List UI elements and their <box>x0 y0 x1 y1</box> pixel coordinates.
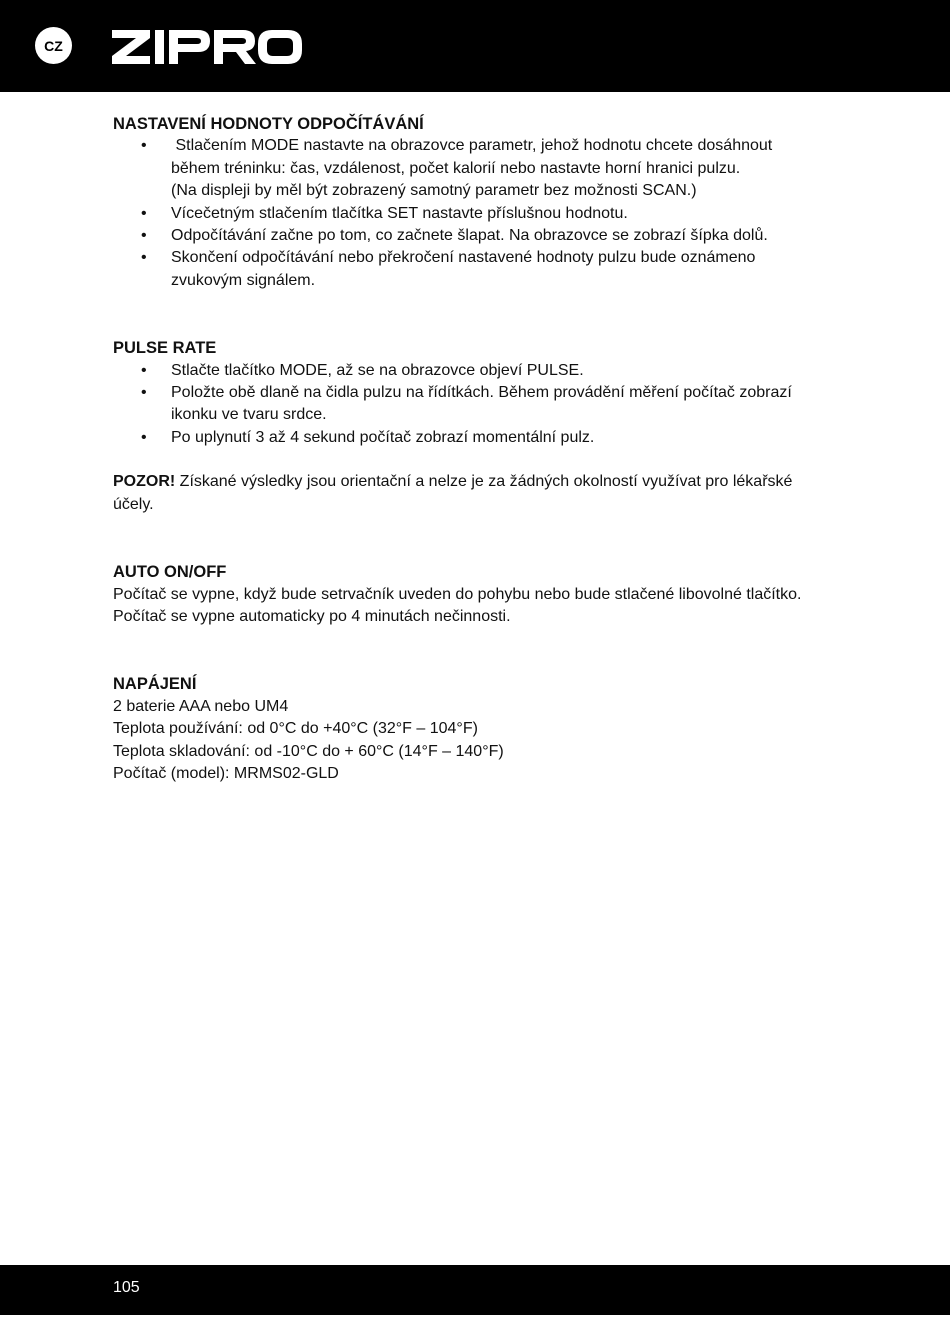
list-item-line: zvukovým signálem. <box>171 271 316 289</box>
list-item <box>113 135 833 202</box>
zipro-logo-mark <box>112 30 302 64</box>
list-item-line: během tréninku: čas, vzdálenost, počet kalorií nebo nastavte horní hranici pulzu. <box>171 159 741 177</box>
page-header <box>0 0 950 92</box>
warning-text: účely. <box>113 495 154 513</box>
paragraph-line: Teplota skladování: od -10°C do + 60°C (14°F – 140°F) <box>113 742 504 760</box>
list-item-line: (Na displeji by měl být zobrazený samotný parametr bez možnosti SCAN.) <box>171 182 697 200</box>
list-item-line: • Vícečetným stlačením tlačítka SET nastavte příslušnou hodnotu. <box>171 204 628 222</box>
section-title-auto: AUTO ON/OFF <box>113 563 227 582</box>
list-item-line: ikonku ve tvaru srdce. <box>171 406 327 424</box>
paragraph-line: Počítač se vypne, když bude setrvačník uveden do pohybu nebo bude stlačené libovolné tlačítko. <box>113 585 802 603</box>
section-title-pulse: PULSE RATE <box>113 339 217 358</box>
warning-text: Získané výsledky jsou orientační a nelze je za žádných okolností využívat pro lékařské <box>175 473 793 491</box>
list-item-line: • Položte obě dlaně na čidla pulzu na řídítkách. Během provádění měření počítač zobrazí <box>171 384 792 402</box>
paragraph-line: Počítač (model): MRMS02-GLD <box>113 764 339 782</box>
list-item <box>113 360 833 382</box>
section-title-power: NAPÁJENÍ <box>113 675 197 694</box>
list-item <box>113 247 833 292</box>
list-item-line: • Po uplynutí 3 až 4 sekund počítač zobrazí momentální pulz. <box>171 428 595 446</box>
section-pulse <box>113 337 833 516</box>
list-item-line: • Skončení odpočítávání nebo překročení nastavené hodnoty pulzu bude oznámeno <box>171 249 756 267</box>
list-item-line: • Stlačením MODE nastavte na obrazovce parametr, jehož hodnotu chcete dosáhnout <box>171 137 773 155</box>
section-power <box>113 673 833 785</box>
list-item <box>113 203 833 225</box>
warning-paragraph <box>113 471 833 516</box>
section-title-countdown: NASTAVENÍ HODNOTY ODPOČÍTÁVÁNÍ <box>113 115 424 133</box>
paragraph-line: 2 baterie AAA nebo UM4 <box>113 697 289 715</box>
list-item <box>113 382 833 427</box>
page-number: 105 <box>113 1279 140 1296</box>
paragraph-line: Teplota používání: od 0°C do +40°C (32°F – 104°F) <box>113 720 478 738</box>
page-content <box>113 113 833 785</box>
section-countdown <box>113 113 833 292</box>
zipro-logo <box>112 30 302 64</box>
list-item <box>113 225 833 247</box>
page-footer <box>0 1265 950 1315</box>
warning-label: POZOR! <box>113 473 176 491</box>
language-badge: CZ <box>35 27 72 64</box>
list-item <box>113 427 833 449</box>
countdown-list <box>113 135 833 292</box>
pulse-list <box>113 360 833 450</box>
list-item-line: • Odpočítávání začne po tom, co začnete šlapat. Na obrazovce se zobrazí šípka dolů. <box>171 227 768 245</box>
section-auto <box>113 561 833 628</box>
paragraph-line: Počítač se vypne automaticky po 4 minutách nečinnosti. <box>113 607 511 625</box>
list-item-line: • Stlačte tlačítko MODE, až se na obrazovce objeví PULSE. <box>171 361 584 379</box>
